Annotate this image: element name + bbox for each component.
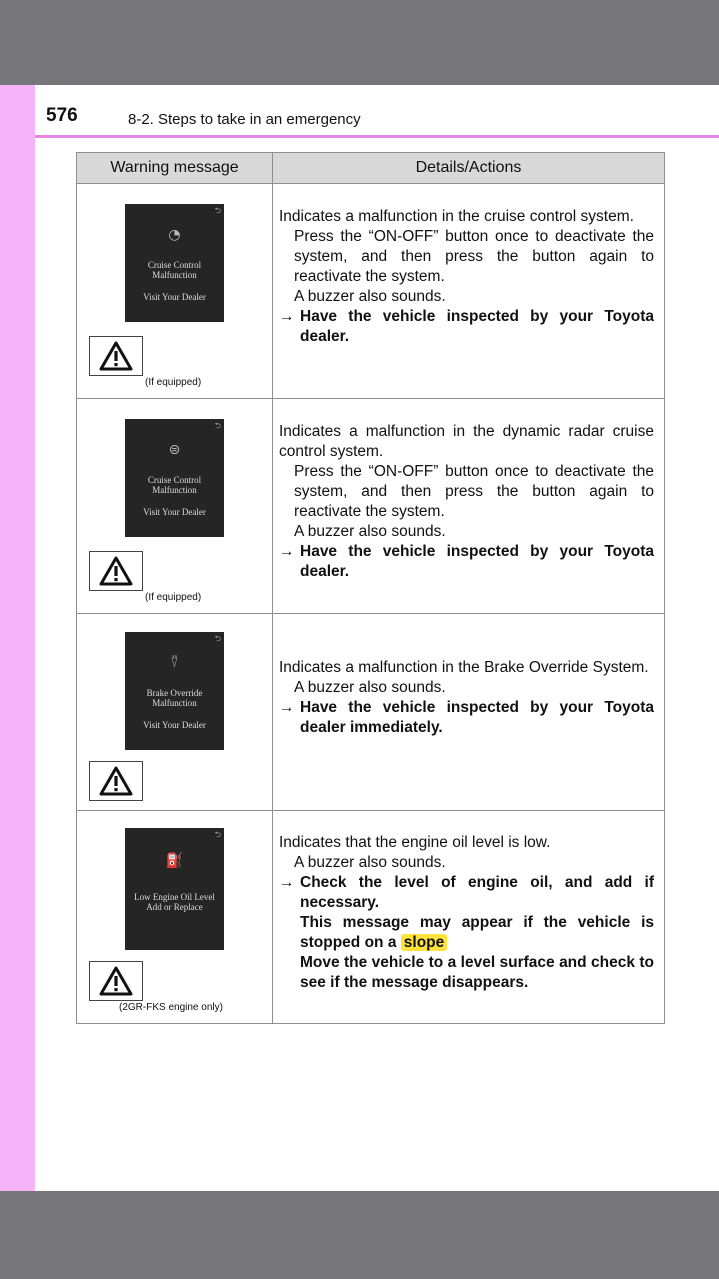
action-text: Have the vehicle inspected by your Toyota dealer. [300, 308, 654, 345]
table-header-row [77, 153, 665, 184]
brake-override-icon: ⍢ [170, 655, 179, 671]
details-cell [273, 399, 665, 614]
arrow-icon: → [279, 699, 295, 716]
details-cell [273, 614, 665, 811]
warning-image-cell [77, 184, 273, 399]
screen-line-2: Malfunction [152, 485, 197, 495]
equipment-note: (If equipped) [145, 377, 202, 388]
arrow-icon: → [279, 543, 295, 560]
corner-icon: ⮌ [214, 634, 221, 643]
equipment-note: (If equipped) [145, 592, 202, 603]
header-rule [35, 135, 719, 138]
warning-triangle-icon [98, 965, 134, 997]
cruise-gauge-icon: ◔ [168, 227, 181, 243]
buzzer-note: A buzzer also sounds. [294, 288, 446, 305]
warning-symbol [89, 761, 143, 801]
display-screen [125, 828, 224, 950]
slope-note-text: This message may appear if the vehicle is stopped on a [300, 914, 654, 951]
buzzer-note: A buzzer also sounds. [294, 523, 446, 540]
slope-note [279, 913, 654, 953]
warning-image-cell [77, 614, 273, 811]
description: Indicates a malfunction in the cruise control system. [279, 208, 634, 225]
warning-triangle-icon [98, 340, 134, 372]
table-row [77, 614, 665, 811]
description: Indicates a malfunction in the Brake Override System. [279, 659, 649, 676]
screen-line-1: Brake Override [146, 688, 203, 698]
action-text: Have the vehicle inspected by your Toyota dealer. [300, 543, 654, 580]
warning-symbol [89, 551, 143, 591]
warning-triangle-icon [98, 765, 134, 797]
action-text: Check the level of engine oil, and add if necessary. [300, 874, 654, 911]
display-screen [125, 204, 224, 322]
description: Indicates that the engine oil level is low. [279, 834, 551, 851]
details-cell [273, 184, 665, 399]
buzzer-note: A buzzer also sounds. [294, 854, 446, 871]
warning-symbol [89, 961, 143, 1001]
screen-visit-text: Visit Your Dealer [143, 720, 206, 730]
section-title: 8-2. Steps to take in an emergency [128, 111, 361, 128]
screen-line-2: Add or Replace [146, 902, 203, 912]
table-row [77, 399, 665, 614]
instruction: Press the “ON-OFF” button once to deactivate the system, and then press the button again to reactivate the system. [294, 463, 654, 520]
page-number: 576 [46, 105, 78, 126]
warning-image-cell [77, 399, 273, 614]
level-surface-note: Move the vehicle to a level surface and check to see if the message disappears. [300, 954, 654, 991]
corner-icon: ⮌ [214, 830, 221, 839]
table-row [77, 811, 665, 1024]
warning-symbol [89, 336, 143, 376]
section-side-tab [0, 85, 35, 1191]
warning-triangle-icon [98, 555, 134, 587]
arrow-icon: → [279, 308, 295, 325]
manual-page [0, 85, 719, 1191]
details-cell [273, 811, 665, 1024]
screen-visit-text: Visit Your Dealer [143, 292, 206, 302]
col-header-details: Details/Actions [273, 153, 665, 184]
table-row [77, 184, 665, 399]
radar-cruise-icon: ⊜ [168, 442, 181, 458]
corner-icon: ⮌ [214, 421, 221, 430]
oil-can-icon: ⛽ [165, 853, 184, 869]
instruction: Press the “ON-OFF” button once to deactivate the system, and then press the button again to reactivate the system. [294, 228, 654, 285]
screen-line-2: Malfunction [152, 698, 197, 708]
display-screen [125, 419, 224, 537]
description: Indicates a malfunction in the dynamic radar cruise control system. [279, 423, 654, 460]
warning-table [76, 152, 665, 1024]
screen-visit-text: Visit Your Dealer [143, 507, 206, 517]
display-screen [125, 632, 224, 750]
warning-image-cell [77, 811, 273, 1024]
action-text: Have the vehicle inspected by your Toyota dealer immediately. [300, 699, 654, 736]
screen-line-2: Malfunction [152, 270, 197, 280]
col-header-warning: Warning message [77, 153, 273, 184]
corner-icon: ⮌ [214, 206, 221, 215]
screen-line-1: Cruise Control [147, 475, 202, 485]
arrow-icon: → [279, 874, 295, 891]
screen-line-1: Low Engine Oil Level [134, 892, 215, 902]
engine-note: (2GR-FKS engine only) [119, 1002, 223, 1013]
highlighted-word[interactable]: slope [401, 934, 447, 951]
buzzer-note: A buzzer also sounds. [294, 679, 446, 696]
screen-line-1: Cruise Control [147, 260, 202, 270]
